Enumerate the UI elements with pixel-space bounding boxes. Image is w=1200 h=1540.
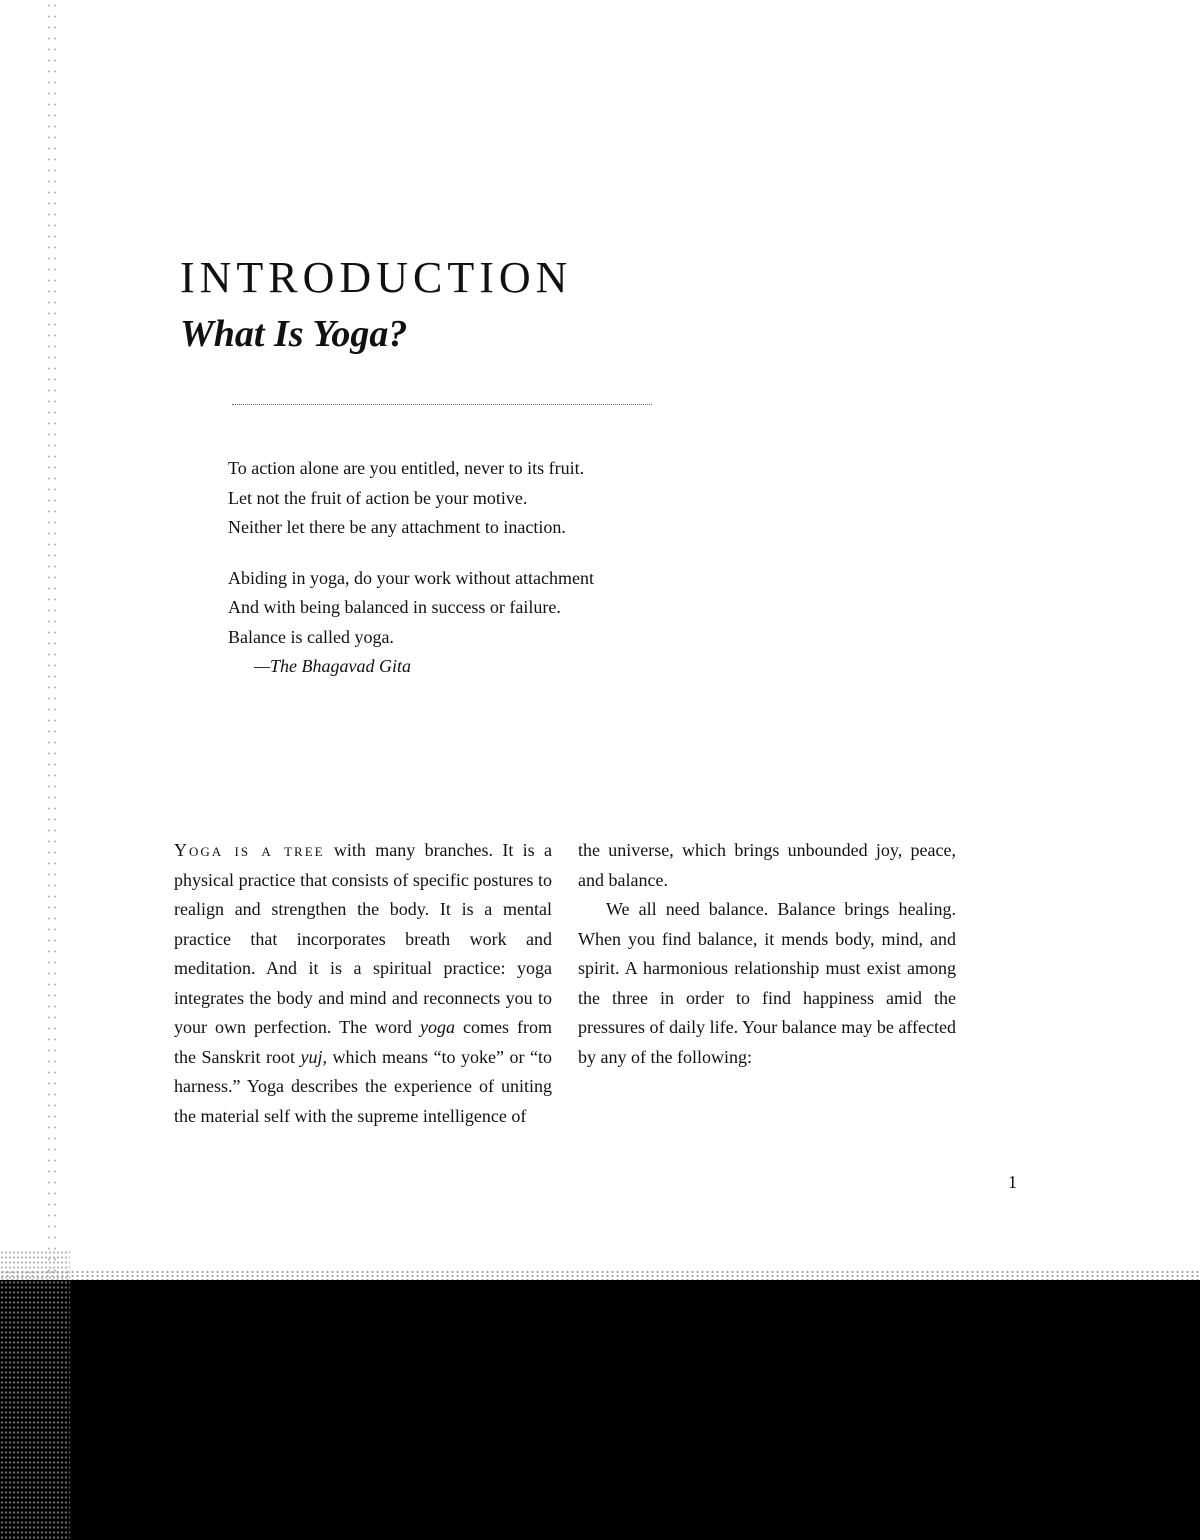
paragraph-text: which means “to yoke” or “to harness.” Yoga describes the experience of uniting the material self with the supreme intelligence of [174,1046,552,1126]
body-paragraph-2: We all need balance. Balance brings healing. When you find balance, it mends body, mind, and spirit. A harmonious relationship must exist among the three in order to find happiness amid the pressures of daily life. Your balance may be affected by any of the following: [578,899,956,1067]
epigraph-stanza-2 [228,564,594,682]
epigraph-line: Balance is called yoga. [228,626,394,647]
paragraph-lead-in: Yoga is a tree [174,840,325,860]
chapter-subtitle: What Is Yoga? [180,313,408,355]
epigraph [228,454,594,682]
chapter-title: INTRODUCTION [180,253,573,302]
epigraph-stanza-1 [228,454,594,543]
epigraph-line: Neither let there be any attachment to inaction. [228,517,566,537]
emphasis-word: yuj, [300,1046,328,1067]
page-number: 1 [1008,1172,1017,1192]
epigraph-line: Let not the fruit of action be your motive. [228,487,528,508]
emphasis-word: yoga [420,1017,456,1037]
body-column-right [578,836,956,1072]
body-paragraph-1 [174,836,552,1131]
scan-black-band [0,1280,1200,1540]
epigraph-attribution: —The Bhagavad Gita [254,656,411,676]
epigraph-line: And with being balanced in success or failure. [228,597,561,617]
body-column-left [174,836,552,1131]
scan-margin-specks [46,0,60,1280]
paragraph-text: with many branches. It is a physical practice that consists of specific postures to realign and strengthen the body. It is a mental practice that incorporates breath work and meditation. And it is a spiritual practice: yoga integrates the body and mind and reconnects you to your own perfection. The word [174,840,553,1037]
paragraph-text: comes from the Sanskrit root [174,1017,552,1067]
dotted-divider [232,404,652,407]
epigraph-line: To action alone are you entitled, never to its fruit. [228,458,585,478]
epigraph-line: Abiding in yoga, do your work without attachment [228,567,594,588]
chapter-heading [180,252,572,358]
body-paragraph-1-continued: the universe, which brings unbounded joy, peace, and balance. [578,840,956,890]
scan-corner-noise [0,1250,70,1540]
